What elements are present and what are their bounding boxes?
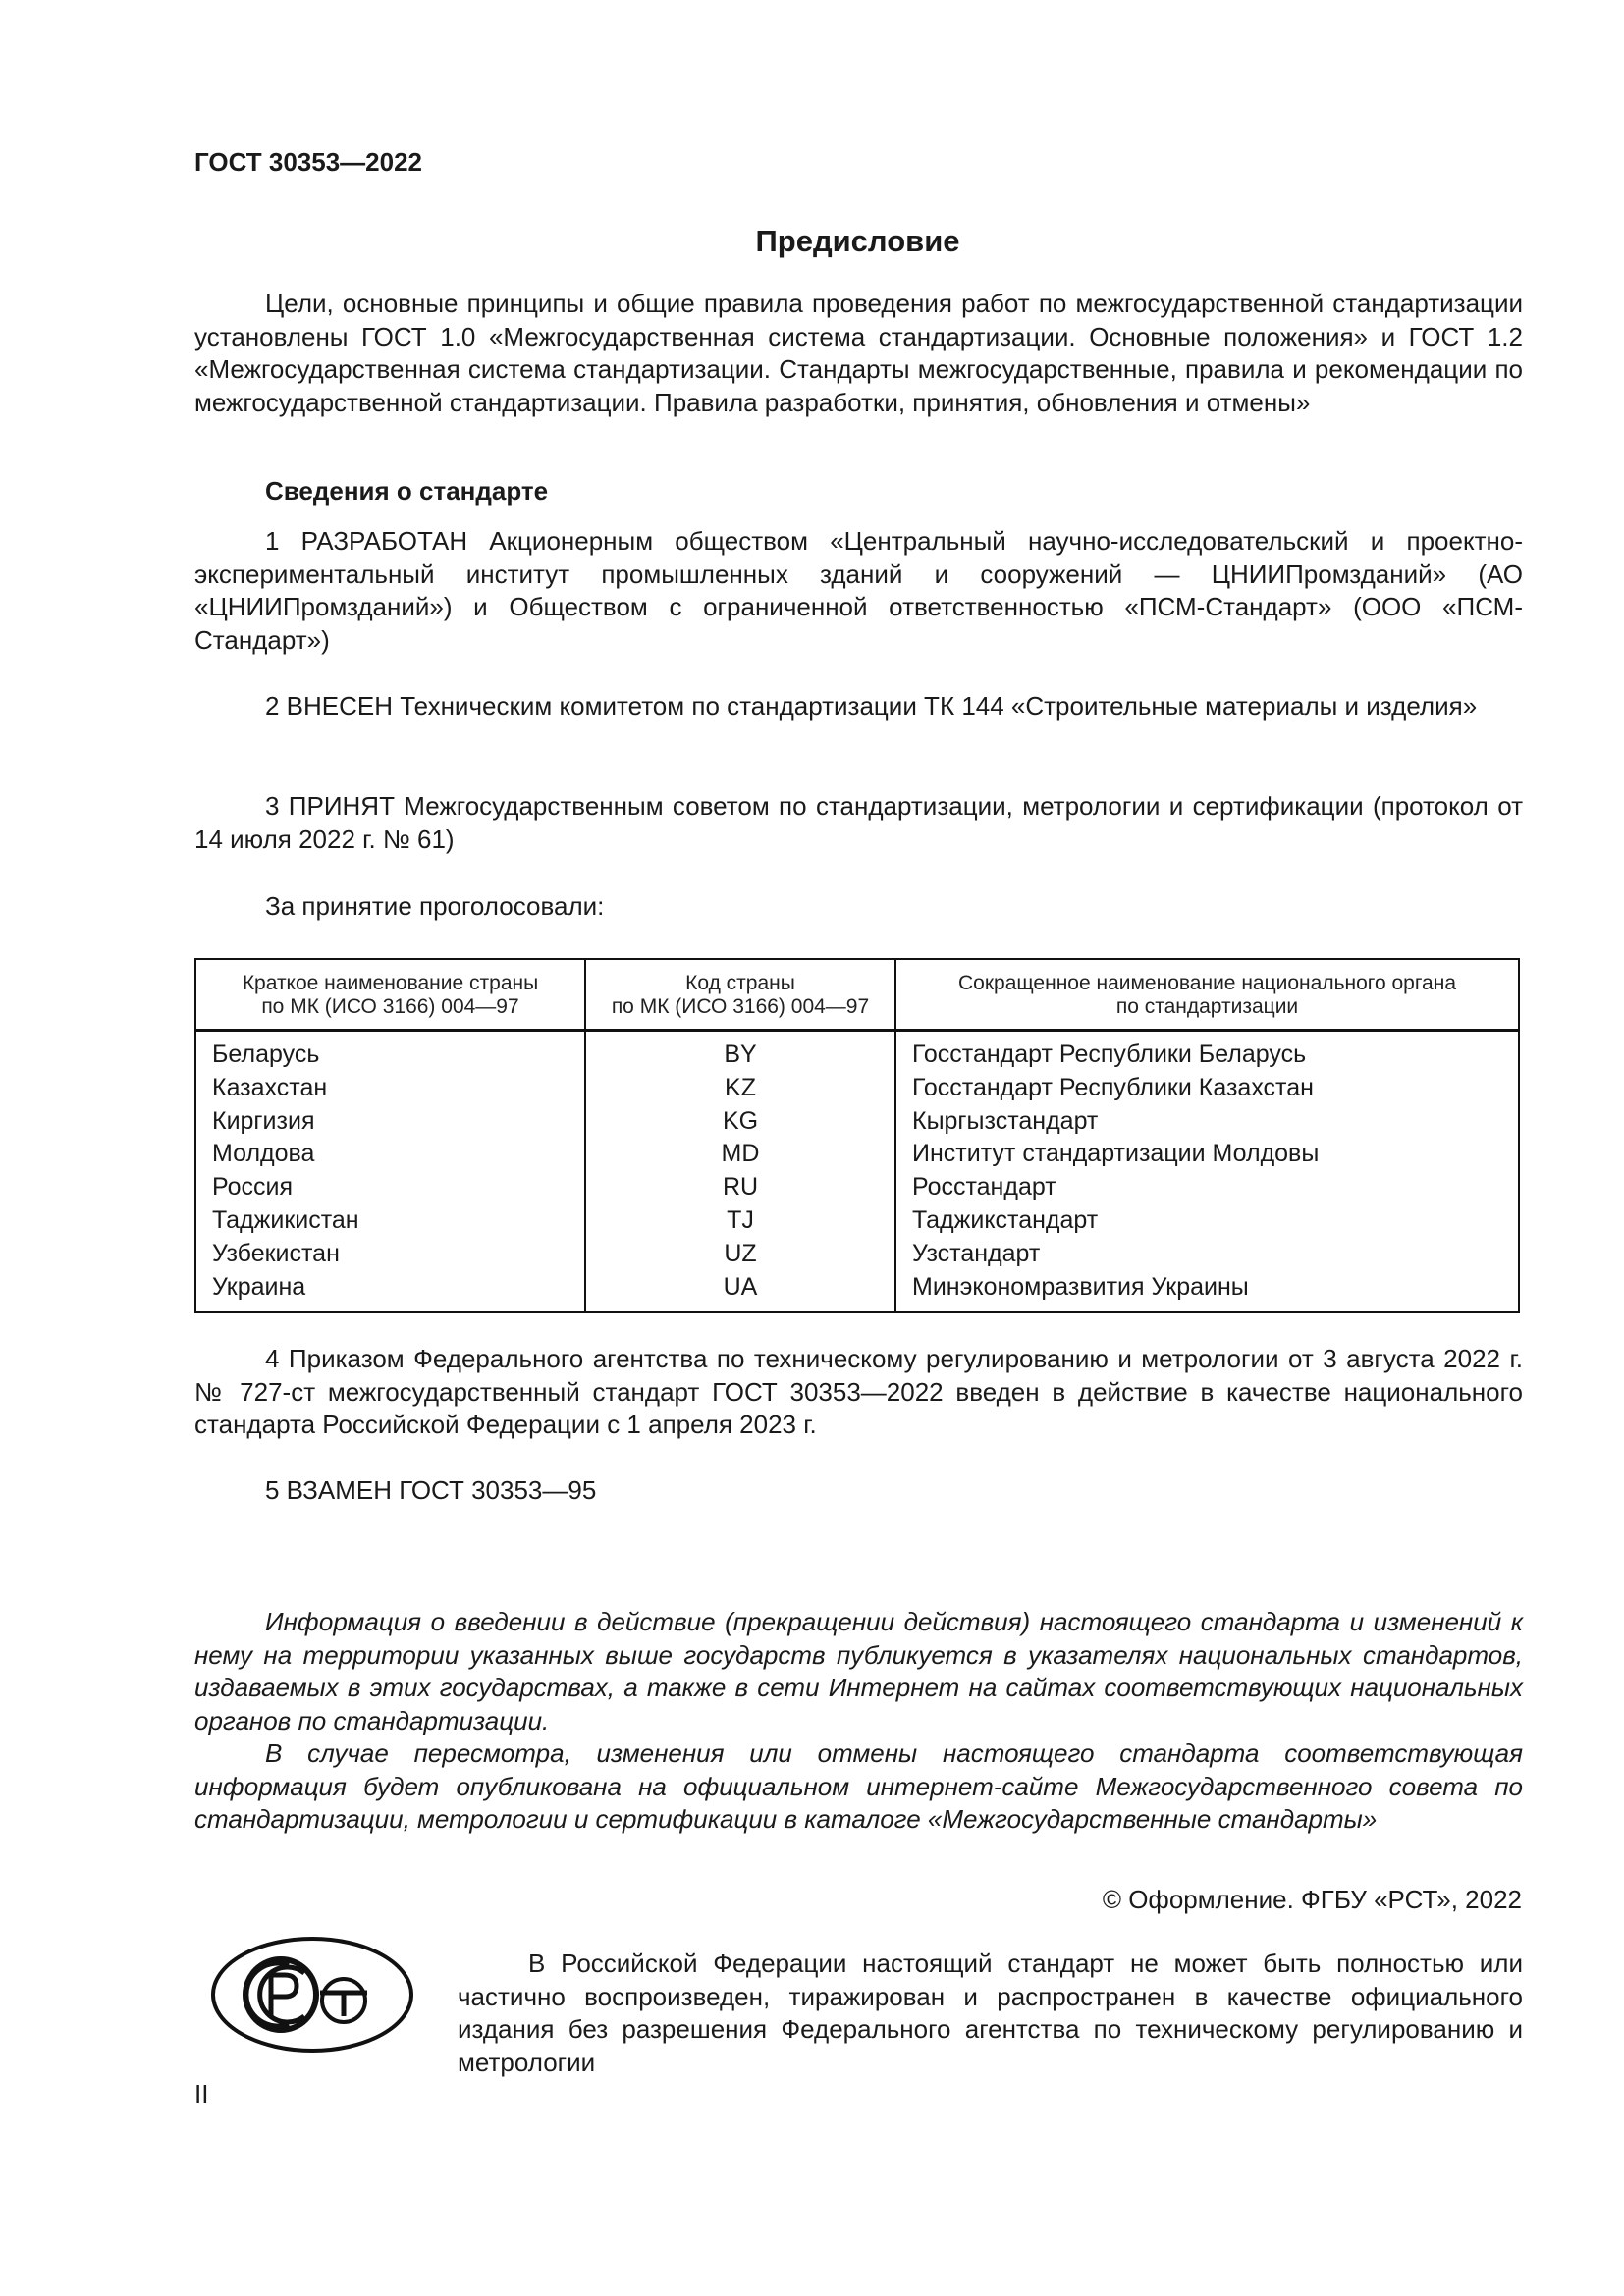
authority-name: Институт стандартизации Молдовы	[912, 1140, 1320, 1168]
country-code: KZ	[585, 1072, 895, 1105]
voting-table-frame	[194, 958, 1520, 1313]
authority-name: Госстандарт Республики Беларусь	[912, 1041, 1307, 1068]
voting-table	[196, 960, 1518, 1311]
item-adopted: 3 ПРИНЯТ Межгосударственным советом по стандартизации, метрологии и сертификации (протокол от 14 июля 2022 г. № 61)	[194, 791, 1523, 854]
section-heading: Сведения о стандарте	[265, 476, 549, 506]
country-name: Таджикистан	[196, 1204, 585, 1238]
country-name: Беларусь	[196, 1031, 585, 1072]
item-developed: 1 РАЗРАБОТАН Акционерным обществом «Центральный научно-исследовательский и проектно-экспериментальный институт промышленных зданий и сооружений — ЦНИИПромзданий» (АО «ЦНИИПромзданий») и Обществом с ограниченной ответственностью «ПСМ-Стандарт» (ООО «ПСМ-Стандарт»)	[194, 526, 1523, 655]
voted-label: За принятие проголосовали:	[265, 891, 605, 921]
page-title: Предисловие	[755, 224, 960, 258]
country-name: Узбекистан	[196, 1238, 585, 1271]
reproduction-notice: В Российской Федерации настоящий стандарт не может быть полностью или частично воспроизведен, тиражирован и распространен в качестве официального издания без разрешения Федерального агентства по техническому регулированию и метрологии	[458, 1949, 1523, 2077]
pct-logo-graphic	[210, 1936, 414, 2054]
header-line: по стандартизации	[1115, 995, 1299, 1018]
table-row	[196, 1072, 1518, 1105]
table-header-authority	[895, 960, 1518, 1031]
table-row	[196, 1031, 1518, 1072]
table-row	[196, 1171, 1518, 1204]
page-number: II	[194, 2079, 209, 2109]
authority-name: Минэкономразвития Украины	[912, 1272, 1249, 1301]
header-line: Код страны	[685, 972, 795, 994]
header-line: по МК (ИСО 3166) 004—97	[611, 995, 870, 1018]
table-header-code	[585, 960, 895, 1031]
country-code: TJ	[585, 1204, 895, 1238]
table-row	[196, 1204, 1518, 1238]
copyright-line: © Оформление. ФГБУ «РСТ», 2022	[1102, 1885, 1522, 1914]
country-name: Россия	[196, 1171, 585, 1204]
country-code: MD	[585, 1138, 895, 1171]
table-row	[196, 1138, 1518, 1171]
table-header-country	[196, 960, 585, 1031]
authority-name: Узстандарт	[912, 1239, 1041, 1267]
country-name: Украина	[196, 1271, 585, 1312]
header-line: по МК (ИСО 3166) 004—97	[261, 995, 519, 1018]
table-row	[196, 1105, 1518, 1139]
country-code: UZ	[585, 1238, 895, 1271]
country-name: Киргизия	[196, 1105, 585, 1139]
intro-paragraph: Цели, основные принципы и общие правила проведения работ по межгосударственной стандартизации установлены ГОСТ 1.0 «Межгосударственная система стандартизации. Основные положения» и ГОСТ 1.2 «Межгосударственная система стандартизации. Стандарты межгосударственные, правила и рекомендации по межгосударственной стандартизации. Правила разработки, принятия, обновления и отмены»	[194, 289, 1523, 417]
authority-name: Росстандарт	[912, 1173, 1056, 1201]
authority-name: Кыргызстандарт	[912, 1106, 1099, 1135]
country-code: UA	[585, 1271, 895, 1312]
table-row	[196, 1238, 1518, 1271]
notice-paragraph-2: В случае пересмотра, изменения или отмены настоящего стандарта соответствующая информация будет опубликована на официальном интернет-сайте Межгосударственного совета по стандартизации, метрологии и сертификации в каталоге «Межгосударственные стандарты»	[194, 1738, 1523, 1834]
authority-name: Таджикстандарт	[912, 1205, 1099, 1234]
country-name: Молдова	[196, 1138, 585, 1171]
document-number: ГОСТ 30353—2022	[194, 147, 422, 177]
item-replaces: 5 ВЗАМЕН ГОСТ 30353—95	[265, 1475, 597, 1505]
header-line: Сокращенное наименование национального органа	[957, 972, 1457, 994]
table-row	[196, 1271, 1518, 1312]
authority-name: Госстандарт Республики Казахстан	[912, 1073, 1314, 1101]
country-code: BY	[585, 1031, 895, 1072]
item-introduced: 2 ВНЕСЕН Техническим комитетом по стандартизации ТК 144 «Строительные материалы и изделия»	[265, 691, 1478, 721]
country-code: KG	[585, 1105, 895, 1139]
pct-logo-icon	[210, 1936, 414, 2054]
item-order: 4 Приказом Федерального агентства по техническому регулированию и метрологии от 3 августа 2022 г. № 727-ст межгосударственный стандарт ГОСТ 30353—2022 введен в действие в качестве национального стандарта Российской Федерации с 1 апреля 2023 г.	[194, 1344, 1523, 1439]
header-line: Краткое наименование страны	[242, 972, 539, 994]
notice-paragraph-1: Информация о введении в действие (прекращении действия) настоящего стандарта и изменений к нему на территории указанных выше государств публикуется в указателях национальных стандартов, издаваемых в этих государствах, а также в сети Интернет на сайтах соответствующих национальных органов по стандартизации.	[194, 1607, 1523, 1735]
country-code: RU	[585, 1171, 895, 1204]
country-name: Казахстан	[196, 1072, 585, 1105]
